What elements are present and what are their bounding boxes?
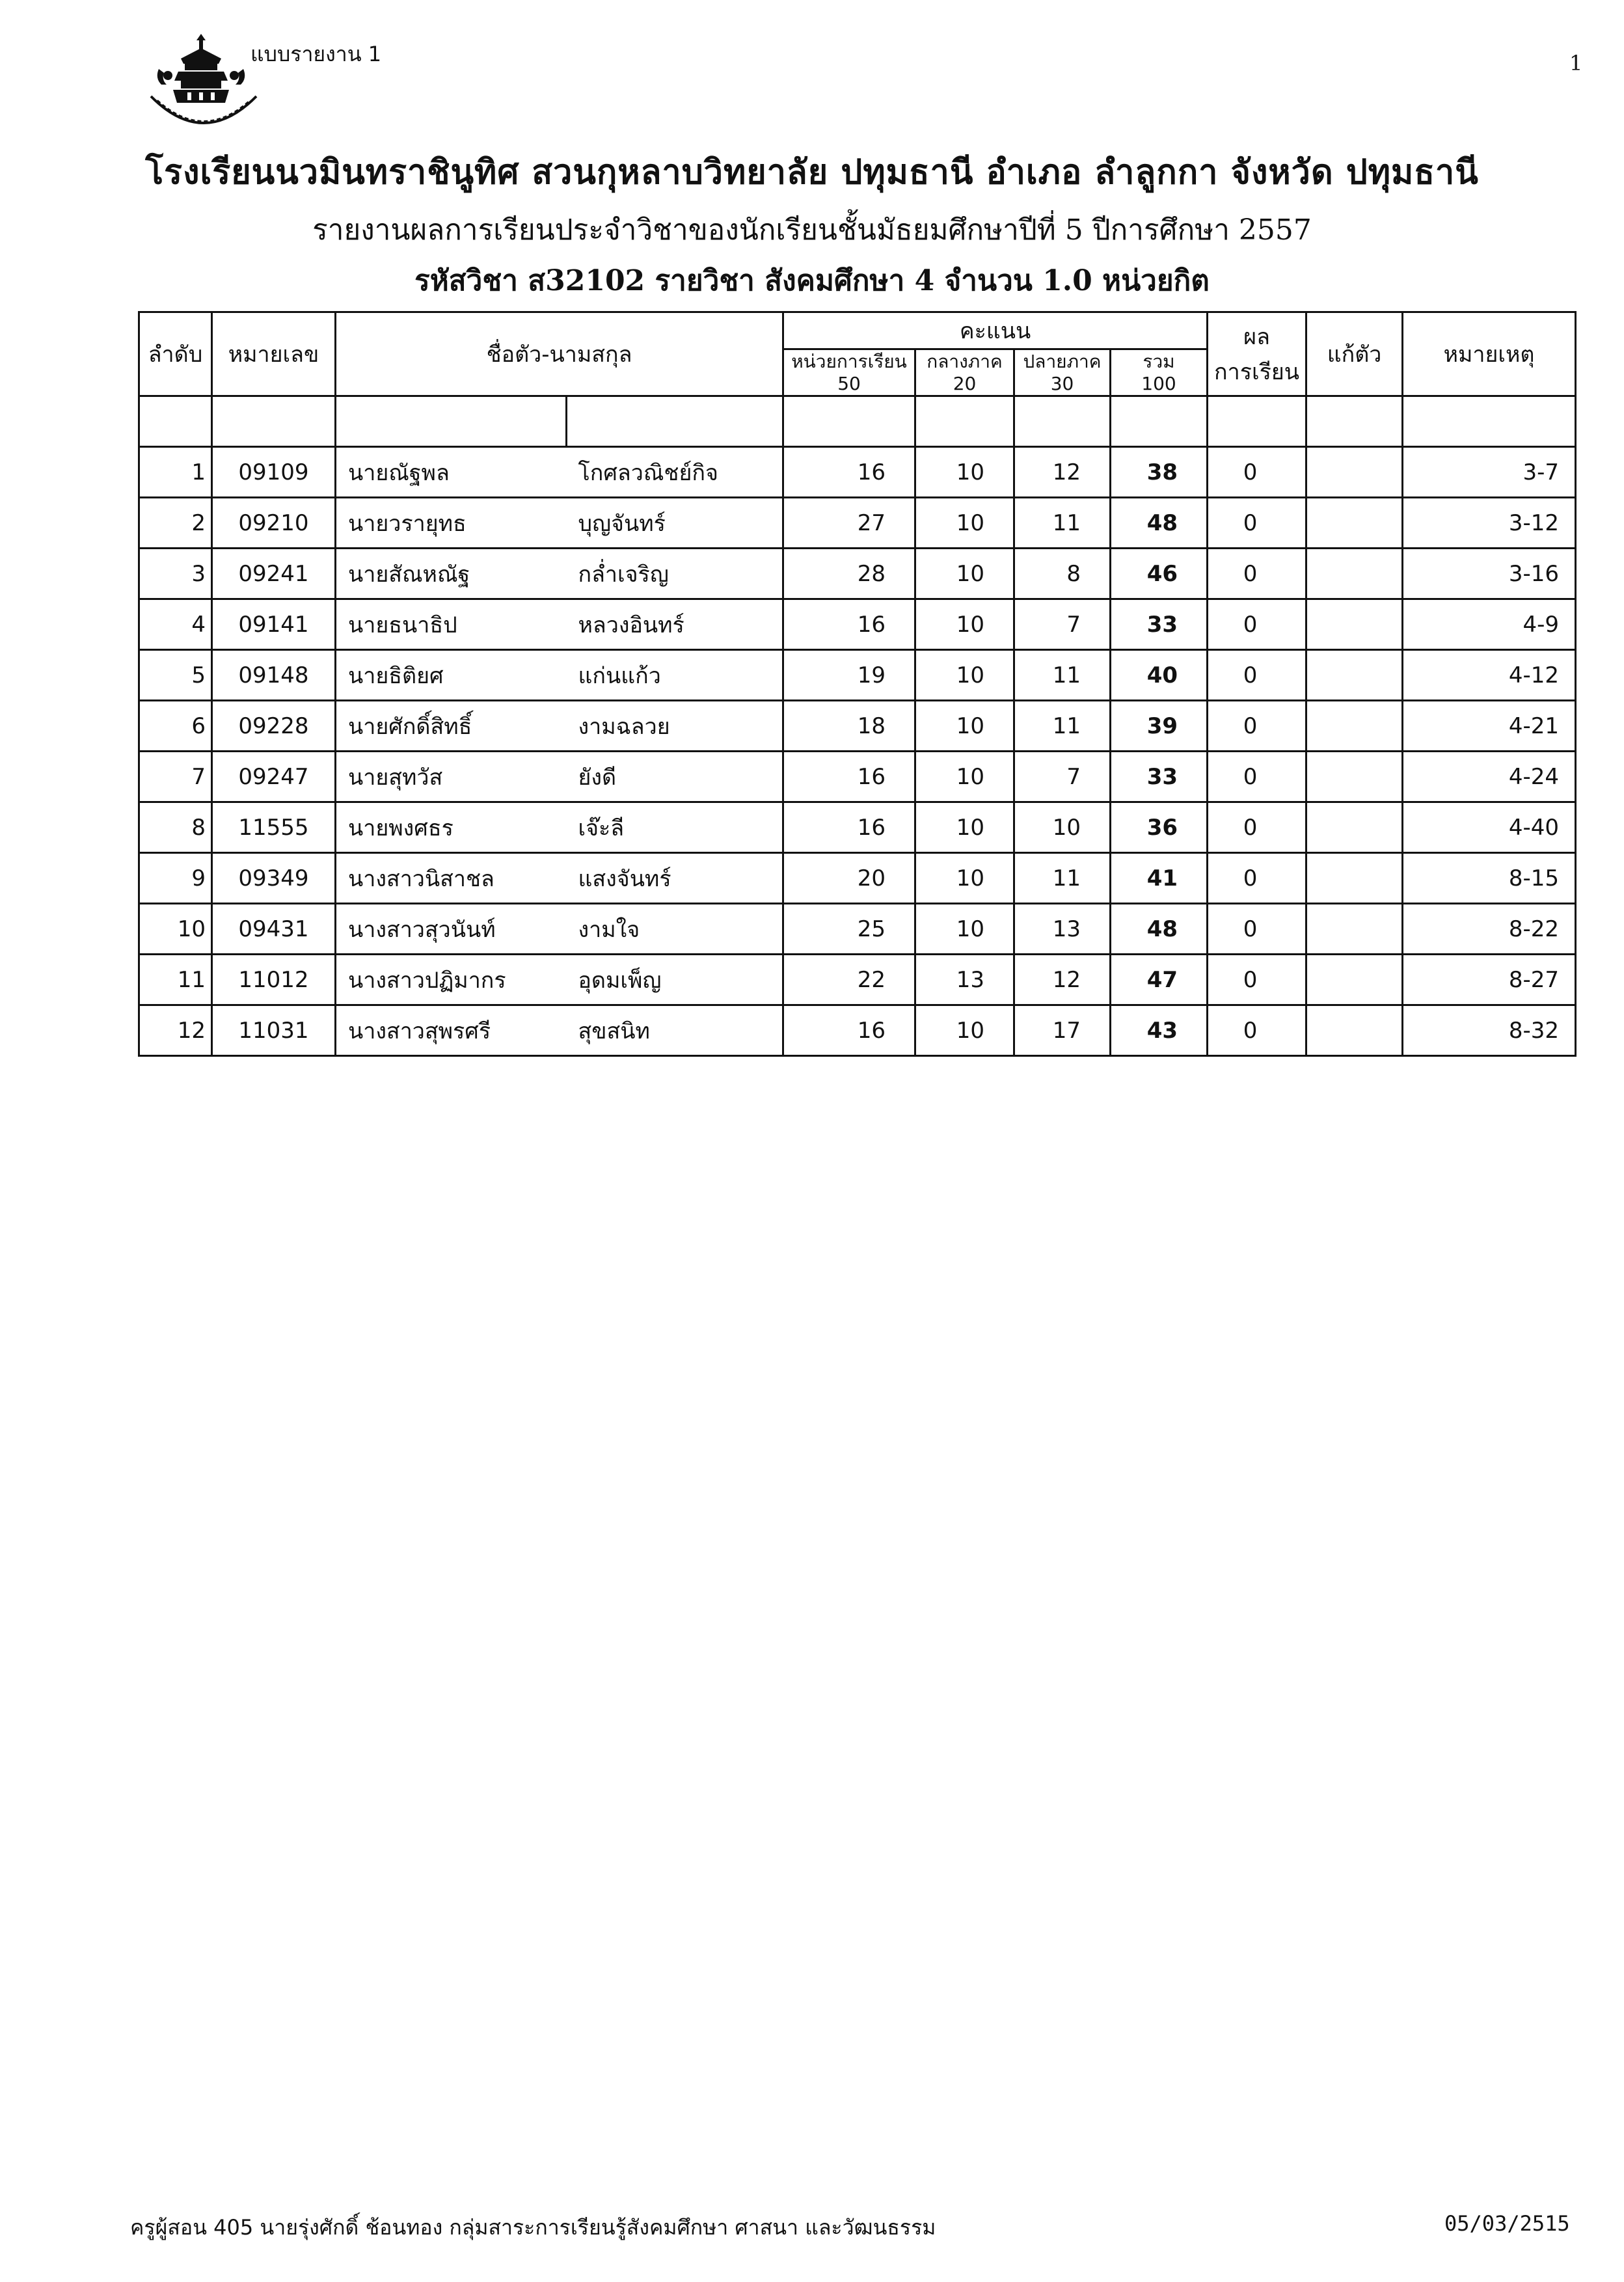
remedial-cell: [1306, 701, 1403, 752]
grade-result: 0: [1208, 599, 1306, 650]
total-score: 48: [1111, 904, 1208, 955]
table-row: [139, 599, 1576, 650]
grade-result: 0: [1208, 955, 1306, 1005]
grade-result: 0: [1208, 802, 1306, 853]
unit-score: 20: [783, 853, 915, 904]
table-row: [139, 498, 1576, 549]
final-score: 12: [1014, 955, 1111, 1005]
total-score: 38: [1111, 447, 1208, 498]
unit-score: 16: [783, 599, 915, 650]
total-score: 41: [1111, 853, 1208, 904]
spacer-cell: [1208, 396, 1306, 447]
student-id: 09247: [212, 752, 336, 802]
final-score: 12: [1014, 447, 1111, 498]
midterm-score: 10: [915, 498, 1014, 549]
first-name: นายธิติยศ: [336, 650, 567, 701]
header-result-line2: การเรียน: [1214, 359, 1300, 385]
table-row: [139, 955, 1576, 1005]
remedial-cell: [1306, 955, 1403, 1005]
spacer-cell: [139, 396, 212, 447]
spacer-cell: [915, 396, 1014, 447]
remedial-cell: [1306, 599, 1403, 650]
student-id: 09349: [212, 853, 336, 904]
remedial-cell: [1306, 447, 1403, 498]
midterm-score: 13: [915, 955, 1014, 1005]
student-id: 11555: [212, 802, 336, 853]
unit-score: 18: [783, 701, 915, 752]
header-final-max: 30: [1050, 372, 1074, 394]
first-name: นายศักดิ์สิทธิ์: [336, 701, 567, 752]
first-name: นายสัณหณัฐ: [336, 549, 567, 599]
midterm-score: 10: [915, 599, 1014, 650]
student-id: 09148: [212, 650, 336, 701]
grade-result: 0: [1208, 498, 1306, 549]
last-name: โกศลวณิชย์กิจ: [567, 447, 783, 498]
remark-note: 4-21: [1403, 701, 1576, 752]
unit-score: 27: [783, 498, 915, 549]
header-result-line1: ผล: [1243, 324, 1270, 350]
remark-note: 8-27: [1403, 955, 1576, 1005]
final-score: 7: [1014, 752, 1111, 802]
remedial-cell: [1306, 1005, 1403, 1056]
last-name: แก่นแก้ว: [567, 650, 783, 701]
last-name: กล่ำเจริญ: [567, 549, 783, 599]
remark-note: 3-16: [1403, 549, 1576, 599]
student-id: 09228: [212, 701, 336, 752]
teacher-info: ครูผู้สอน 405 นายรุ่งศักดิ์ ช้อนทอง กลุ่มสาระการเรียนรู้สังคมศึกษา ศาสนา และวัฒนธรรม: [130, 2215, 936, 2240]
remark-note: 4-12: [1403, 650, 1576, 701]
remedial-cell: [1306, 498, 1403, 549]
first-name: นายพงศธร: [336, 802, 567, 853]
first-name: นายวรายุทธ: [336, 498, 567, 549]
unit-score: 19: [783, 650, 915, 701]
remark-note: 4-24: [1403, 752, 1576, 802]
spacer-cell: [1111, 396, 1208, 447]
grades-table: [138, 311, 1577, 1057]
table-row: [139, 447, 1576, 498]
table-row: [139, 802, 1576, 853]
row-number: 8: [139, 802, 212, 853]
total-score: 46: [1111, 549, 1208, 599]
unit-score: 22: [783, 955, 915, 1005]
row-number: 10: [139, 904, 212, 955]
remark-note: 3-12: [1403, 498, 1576, 549]
grade-result: 0: [1208, 549, 1306, 599]
remedial-cell: [1306, 752, 1403, 802]
midterm-score: 10: [915, 904, 1014, 955]
table-row: [139, 752, 1576, 802]
midterm-score: 10: [915, 549, 1014, 599]
final-score: 17: [1014, 1005, 1111, 1056]
remark-note: 8-22: [1403, 904, 1576, 955]
last-name: เจ๊ะลี: [567, 802, 783, 853]
row-number: 9: [139, 853, 212, 904]
remedial-cell: [1306, 650, 1403, 701]
spacer-cell: [336, 396, 567, 447]
spacer-cell: [1306, 396, 1403, 447]
report-form-label: แบบรายงาน 1: [250, 42, 382, 66]
table-row: [139, 853, 1576, 904]
grade-result: 0: [1208, 650, 1306, 701]
midterm-score: 10: [915, 752, 1014, 802]
spacer-cell: [212, 396, 336, 447]
header-student-id: หมายเลข: [212, 312, 336, 396]
final-score: 7: [1014, 599, 1111, 650]
spacer-cell: [1403, 396, 1576, 447]
last-name: แสงจันทร์: [567, 853, 783, 904]
midterm-score: 10: [915, 701, 1014, 752]
remark-note: 3-7: [1403, 447, 1576, 498]
total-score: 40: [1111, 650, 1208, 701]
table-row: [139, 904, 1576, 955]
final-score: 11: [1014, 853, 1111, 904]
header-midterm: [915, 349, 1014, 396]
remark-note: 4-9: [1403, 599, 1576, 650]
student-id: 09431: [212, 904, 336, 955]
last-name: สุขสนิท: [567, 1005, 783, 1056]
header-scores: คะแนน: [783, 312, 1208, 349]
header-spacer-row: [139, 396, 1576, 447]
unit-score: 16: [783, 802, 915, 853]
total-score: 47: [1111, 955, 1208, 1005]
grade-result: 0: [1208, 752, 1306, 802]
header-unit-label: หน่วยการเรียน: [791, 350, 907, 372]
header-total-label: รวม: [1143, 350, 1175, 372]
total-score: 48: [1111, 498, 1208, 549]
final-score: 11: [1014, 498, 1111, 549]
remedial-cell: [1306, 802, 1403, 853]
header-no: ลำดับ: [139, 312, 212, 396]
student-id: 09241: [212, 549, 336, 599]
header-total-max: 100: [1141, 372, 1176, 394]
final-score: 8: [1014, 549, 1111, 599]
row-number: 4: [139, 599, 212, 650]
row-number: 6: [139, 701, 212, 752]
header-final: [1014, 349, 1111, 396]
remark-note: 8-32: [1403, 1005, 1576, 1056]
row-number: 2: [139, 498, 212, 549]
final-score: 11: [1014, 650, 1111, 701]
spacer-cell: [1014, 396, 1111, 447]
table-row: [139, 1005, 1576, 1056]
final-score: 11: [1014, 701, 1111, 752]
first-name: นางสาวสุพรศรี: [336, 1005, 567, 1056]
grade-result: 0: [1208, 853, 1306, 904]
unit-score: 28: [783, 549, 915, 599]
midterm-score: 10: [915, 447, 1014, 498]
midterm-score: 10: [915, 1005, 1014, 1056]
grade-rows: [139, 396, 1576, 1056]
unit-score: 16: [783, 752, 915, 802]
student-id: 09210: [212, 498, 336, 549]
header-midterm-label: กลางภาค: [927, 350, 1003, 372]
first-name: นายธนาธิป: [336, 599, 567, 650]
row-number: 11: [139, 955, 212, 1005]
remedial-cell: [1306, 549, 1403, 599]
school-title: โรงเรียนนวมินทราชินูทิศ สวนกุหลาบวิทยาลัย ปทุมธานี อำเภอ ลำลูกกา จังหวัด ปทุมธานี: [145, 152, 1479, 192]
table-row: [139, 650, 1576, 701]
last-name: งามใจ: [567, 904, 783, 955]
remedial-cell: [1306, 904, 1403, 955]
subject-title: รหัสวิชา ส32102 รายวิชา สังคมศึกษา 4 จำนวน 1.0 หน่วยกิต: [414, 264, 1210, 297]
header-unit-max: 50: [837, 372, 861, 394]
last-name: หลวงอินทร์: [567, 599, 783, 650]
student-id: 11012: [212, 955, 336, 1005]
final-score: 13: [1014, 904, 1111, 955]
student-id: 09109: [212, 447, 336, 498]
row-number: 5: [139, 650, 212, 701]
last-name: ยังดี: [567, 752, 783, 802]
total-score: 39: [1111, 701, 1208, 752]
last-name: อุดมเพ็ญ: [567, 955, 783, 1005]
header-remark: หมายเหตุ: [1403, 312, 1576, 396]
page-number: 1: [1569, 51, 1583, 75]
row-number: 1: [139, 447, 212, 498]
last-name: งามฉลวย: [567, 701, 783, 752]
header-name: ชื่อตัว-นามสกุล: [336, 312, 783, 396]
table-row: [139, 701, 1576, 752]
remark-note: 8-15: [1403, 853, 1576, 904]
grade-result: 0: [1208, 447, 1306, 498]
header-unit: [783, 349, 915, 396]
row-number: 3: [139, 549, 212, 599]
report-date: 05/03/2515: [1444, 2211, 1570, 2236]
total-score: 33: [1111, 599, 1208, 650]
total-score: 43: [1111, 1005, 1208, 1056]
remedial-cell: [1306, 853, 1403, 904]
last-name: บุญจันทร์: [567, 498, 783, 549]
first-name: นางสาวนิสาชล: [336, 853, 567, 904]
report-title: รายงานผลการเรียนประจำวิชาของนักเรียนชั้นมัธยมศึกษาปีที่ 5 ปีการศึกษา 2557: [312, 213, 1312, 247]
grade-result: 0: [1208, 701, 1306, 752]
total-score: 33: [1111, 752, 1208, 802]
unit-score: 16: [783, 1005, 915, 1056]
header-midterm-max: 20: [953, 372, 977, 394]
header-total: [1111, 349, 1208, 396]
first-name: นางสาวสุวนันท์: [336, 904, 567, 955]
student-id: 09141: [212, 599, 336, 650]
midterm-score: 10: [915, 853, 1014, 904]
spacer-cell: [567, 396, 783, 447]
table-row: [139, 549, 1576, 599]
final-score: 10: [1014, 802, 1111, 853]
header-result: [1208, 312, 1306, 396]
spacer-cell: [783, 396, 915, 447]
first-name: นางสาวปฏิมากร: [336, 955, 567, 1005]
row-number: 12: [139, 1005, 212, 1056]
unit-score: 25: [783, 904, 915, 955]
midterm-score: 10: [915, 650, 1014, 701]
school-emblem-icon: [142, 33, 265, 143]
unit-score: 16: [783, 447, 915, 498]
first-name: นายสุทวัส: [336, 752, 567, 802]
student-id: 11031: [212, 1005, 336, 1056]
header-final-label: ปลายภาค: [1023, 350, 1102, 372]
row-number: 7: [139, 752, 212, 802]
header-remedial: แก้ตัว: [1306, 312, 1403, 396]
midterm-score: 10: [915, 802, 1014, 853]
remark-note: 4-40: [1403, 802, 1576, 853]
total-score: 36: [1111, 802, 1208, 853]
grade-result: 0: [1208, 1005, 1306, 1056]
grade-result: 0: [1208, 904, 1306, 955]
first-name: นายณัฐพล: [336, 447, 567, 498]
